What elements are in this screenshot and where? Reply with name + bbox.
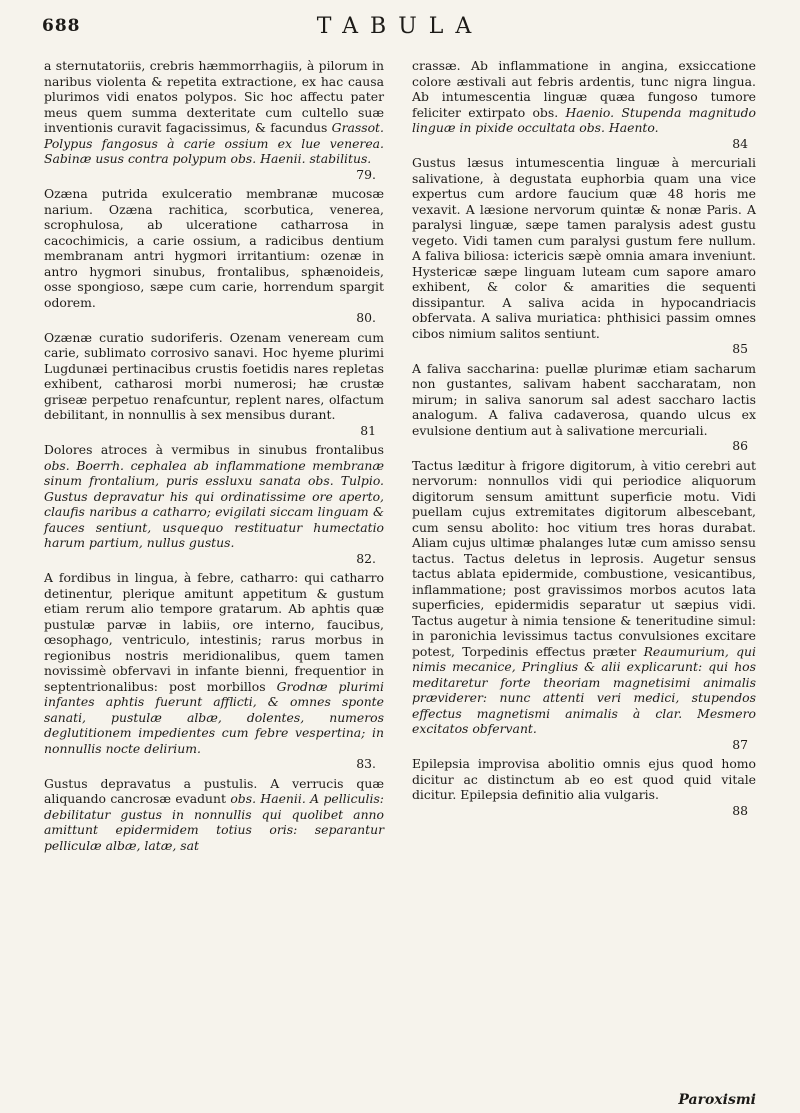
entry [412,361,756,454]
entry [412,756,756,818]
entry-number: 82. [356,550,376,566]
entry-text: Epilepsia improvisa abolitio omnis ejus quod homo dicitur ac distinctum ab eo est quod quid vitale dicitur. Epilepsia definitio alia vulgaris. [412,756,756,802]
entry [44,186,384,326]
entry-text: crassæ. Ab inflammatione in angina, exsiccatione colore æstivali aut febris ardentis, tunc nigra lingua. Ab intumescentia linguæ quæa fungoso tumore feliciter extirpato obs. [412,58,756,120]
entry [412,155,756,357]
entry [44,570,384,772]
entry-number: 79. [356,166,376,182]
entry-number: 85 [732,341,748,356]
entry-text: A fordibus in lingua, à febre, catharro: qui catharro detinentur, plerique amitunt appetitum & gustum etiam rerum alio tempore gratarum. Ab aphtis quæ pustulæ parvæ in labiis, ore interno, faucibus, œsophago, ventriculo, intestinis; rarus morbus in regionibus nostris meridionalibus, quem tamen novissimè obfervavi in infante bienni, frequentior in septentrionalibus: post morbillos [44,570,384,694]
entry-number: 86 [732,438,748,453]
entry [44,58,384,182]
catchword: Paroxismi [678,1092,756,1108]
entry-text: a sternutatoriis, crebris hæmmorrhagiis, à pilorum in naribus violenta & repetita extractione, ex hac causa plurimos vidi enatos polypos. Sic hoc affectu pater meus quem summa dexteritate cum cultello suæ inventionis curavit fagacissimus, & facundus [44,58,384,135]
entry [412,58,756,151]
right-column [412,58,756,822]
entry [44,330,384,439]
entry-number: 84 [732,135,748,151]
entry [44,442,384,566]
entry-text: A faliva saccharina: puellæ plurimæ etiam sacharum non gustantes, salivam habent saccharatam, non mirum; in saliva sanorum sal adest saccharo lactis analogum. A faliva cadaverosa, quando ulcus ex evulsione dentium aut à salivatione mercuriali. [412,360,756,438]
entry-number: 83. [356,756,376,771]
entry-number: 88 [732,802,748,818]
entry-reference: Haenio. Stupenda magnitudo linguæ in pixide occultata obs. Haento. [412,104,756,135]
entry-reference: obs. Haenii. A pelliculis: debilitatur gustus in nonnullis qui quolibet anno amittunt epidermidem totius oris: separantur pelliculæ albæ, latæ, sat [44,791,384,853]
running-title: TABULA [316,14,484,39]
page-header [0,10,800,46]
entry-text: Tactus læditur à frigore digitorum, à vitio cerebri aut nervorum: nonnullos vidi qui periodice aliquorum digitorum sensum amittunt superficie motu. Vidi puellam cujus extremitates digitorum albescebant, cum sensu abolito: hoc vitium tres horas durabat. Aliam cujus ultimæ phalanges lutæ cum amisso sensu tactus. Tactus deletus in leprosis. Augetur sensus tactus ablata epidermide, combustione, vesicantibus, inflammatione; post gravissimos morbos acutos lata superficies, epidermidis separatur ut sæpius vidi. Tactus augetur à nimia tensione & teneritudine simul: in paronichia levissimus tactus convulsiones excitare potest, Torpedinis effectus præter [412,457,756,659]
entry-number: 81 [360,422,376,438]
entry [44,776,384,854]
entry-number: 80. [356,310,376,325]
left-column [44,58,384,857]
entry-text: Gustus læsus intumescentia linguæ à mercuriali salivatione, à degustata euphorbia quam una vice expertus cum ardore faucium quæ 48 horis me vexavit. A læsione nervorum quintæ & nonæ Paris. A paralysi linguæ, sæpe tamen paralysis adest gustu vegeto. Vidi tamen cum paralysi gustum fere nullum. A faliva biliosa: ictericis sæpè omnia amara inveniunt. Hystericæ sæpe linguam luteam cum sapore amaro exhibent, & color & amarities die sequenti dissipantur. A saliva acida in hypocandriacis obfervata. A saliva muriatica: phthisici passim omnes cibos nimium salitos sentiunt. [412,155,756,341]
entry-reference: Grassot. Polypus fangosus à carie ossium ex lue venerea. Sabinæ usus contra polypum obs. Haenii. stabilitus. [44,120,384,166]
page-number: 688 [42,16,81,36]
entry-text: Ozæna putrida exulceratio membranæ mucosæ narium. Ozæna rachitica, scorbutica, venerea, scrophulosa, ab ulceratione catharrosa in cacochimicis, a carie ossium, a radicibus dentium membranam antri hygmori irritantium: ozenæ in antro hygmori sinubus, frontalibus, sphænoideis, osse spongioso, sæpe cum carie, horrendum spargit odorem. [44,186,384,310]
entry-text: Gustus depravatus a pustulis. A verrucis quæ aliquando cancrosæ evadunt [44,775,384,806]
entry [412,458,756,753]
entry-text: Dolores atroces à vermibus in sinubus frontalibus [44,442,384,457]
entry-reference: Reaumurium, qui nimis mecanice, Pringlius & alii explicarunt: qui hos meditaretur forte theoriam magnetisimi animalis præviderer: nunc attenti veri medici, stupendos effectus magnetismi animalis à clar. Mesmero excitatos obfervant. [412,643,756,736]
entry-text: Ozænæ curatio sudoriferis. Ozenam veneream cum carie, sublimato corrosivo sanavi. Hoc hyeme plurimi Lugdunæi pertinacibus crustis foetidis nares repletas exhibent, catharosi morbi numerosi; hæ crustæ griseæ perpetuo renafcuntur, replent nares, olfactum debilitant, in nonnullis à sex mensibus durant. [44,329,384,422]
entry-reference: Grodnæ plurimi infantes aphtis fuerunt afflicti, & omnes sponte sanati, pustulæ albæ, dolentes, numeros deglutitionem impedientes cum febre vespertina; in nonnullis nocte delirium. [44,678,384,756]
entry-number: 87 [732,736,748,752]
entry-reference: obs. Boerrh. cephalea ab inflammatione membranæ sinum frontalium, puris essluxu sanata obs. Tulpio. Gustus depravatur his qui ordinatissime ore aperto, claufis naribus a catharro; evigilati siccam linguam & fauces sentiunt, usquequo restituatur humectatio harum partium, nullus gustus. [44,457,384,550]
